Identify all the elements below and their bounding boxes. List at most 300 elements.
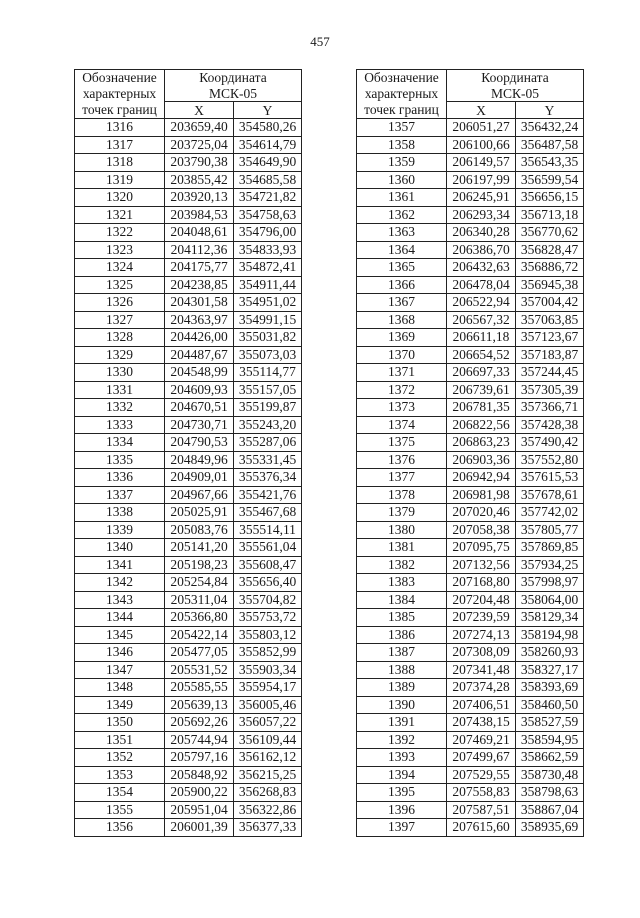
designation-header-line-3: точек границ bbox=[82, 102, 157, 117]
point-id-cell: 1322 bbox=[75, 224, 165, 242]
x-coordinate-cell: 204967,66 bbox=[165, 486, 234, 504]
x-coordinate-cell: 204048,61 bbox=[165, 224, 234, 242]
point-id-cell: 1329 bbox=[75, 346, 165, 364]
x-coordinate-cell: 207168,80 bbox=[447, 574, 516, 592]
x-coordinate-cell: 206100,66 bbox=[447, 136, 516, 154]
point-id-cell: 1375 bbox=[357, 434, 447, 452]
y-coordinate-cell: 355421,76 bbox=[234, 486, 302, 504]
x-coordinate-cell: 207499,67 bbox=[447, 749, 516, 767]
point-id-cell: 1360 bbox=[357, 171, 447, 189]
point-id-cell: 1376 bbox=[357, 451, 447, 469]
x-coordinate-cell: 205141,20 bbox=[165, 539, 234, 557]
x-coordinate-cell: 205083,76 bbox=[165, 521, 234, 539]
y-coordinate-cell: 357366,71 bbox=[516, 399, 584, 417]
table-row bbox=[357, 294, 584, 312]
point-id-cell: 1330 bbox=[75, 364, 165, 382]
y-coordinate-cell: 356268,83 bbox=[234, 784, 302, 802]
designation-header-line-1: Обозначение bbox=[364, 70, 439, 85]
y-coordinate-cell: 355704,82 bbox=[234, 591, 302, 609]
y-coordinate-cell: 356543,35 bbox=[516, 154, 584, 172]
point-id-cell: 1389 bbox=[357, 679, 447, 697]
table-row bbox=[357, 381, 584, 399]
x-coordinate-cell: 204301,58 bbox=[165, 294, 234, 312]
y-coordinate-cell: 358194,98 bbox=[516, 626, 584, 644]
y-coordinate-cell: 355656,40 bbox=[234, 574, 302, 592]
table-row bbox=[75, 416, 302, 434]
y-coordinate-cell: 355331,45 bbox=[234, 451, 302, 469]
table-row bbox=[75, 521, 302, 539]
x-coordinate-cell: 207341,48 bbox=[447, 661, 516, 679]
x-coordinate-cell: 204548,99 bbox=[165, 364, 234, 382]
point-id-cell: 1366 bbox=[357, 276, 447, 294]
x-coordinate-cell: 206981,98 bbox=[447, 486, 516, 504]
point-id-cell: 1348 bbox=[75, 679, 165, 697]
x-coordinate-cell: 206051,27 bbox=[447, 119, 516, 137]
y-coordinate-cell: 357490,42 bbox=[516, 434, 584, 452]
table-row bbox=[75, 749, 302, 767]
table-row bbox=[75, 346, 302, 364]
table-row bbox=[75, 451, 302, 469]
point-id-cell: 1350 bbox=[75, 714, 165, 732]
point-id-cell: 1390 bbox=[357, 696, 447, 714]
table-row bbox=[75, 276, 302, 294]
point-id-cell: 1391 bbox=[357, 714, 447, 732]
y-coordinate-cell: 357998,97 bbox=[516, 574, 584, 592]
designation-header bbox=[75, 70, 165, 119]
y-coordinate-cell: 354580,26 bbox=[234, 119, 302, 137]
x-coordinate-cell: 207438,15 bbox=[447, 714, 516, 732]
point-id-cell: 1385 bbox=[357, 609, 447, 627]
point-id-cell: 1323 bbox=[75, 241, 165, 259]
y-coordinate-cell: 356487,58 bbox=[516, 136, 584, 154]
y-coordinate-cell: 358662,59 bbox=[516, 749, 584, 767]
y-coordinate-cell: 357183,87 bbox=[516, 346, 584, 364]
x-coordinate-cell: 206432,63 bbox=[447, 259, 516, 277]
x-coordinate-cell: 206386,70 bbox=[447, 241, 516, 259]
designation-header-line-1: Обозначение bbox=[82, 70, 157, 85]
table-row bbox=[75, 626, 302, 644]
point-id-cell: 1335 bbox=[75, 451, 165, 469]
designation-header-line-2: характерных bbox=[82, 86, 157, 101]
x-coordinate-cell: 207374,28 bbox=[447, 679, 516, 697]
table-row bbox=[75, 224, 302, 242]
y-coordinate-cell: 357063,85 bbox=[516, 311, 584, 329]
designation-header bbox=[357, 70, 447, 119]
x-coordinate-cell: 204670,51 bbox=[165, 399, 234, 417]
y-coordinate-cell: 355803,12 bbox=[234, 626, 302, 644]
x-coordinate-cell: 206522,94 bbox=[447, 294, 516, 312]
y-coordinate-cell: 355031,82 bbox=[234, 329, 302, 347]
x-coordinate-cell: 203790,38 bbox=[165, 154, 234, 172]
table-row bbox=[357, 189, 584, 207]
x-coordinate-cell: 205311,04 bbox=[165, 591, 234, 609]
x-coordinate-cell: 205744,94 bbox=[165, 731, 234, 749]
table-row bbox=[75, 241, 302, 259]
table-row bbox=[357, 119, 584, 137]
x-coordinate-cell: 206739,61 bbox=[447, 381, 516, 399]
point-id-cell: 1355 bbox=[75, 801, 165, 819]
y-coordinate-cell: 356599,54 bbox=[516, 171, 584, 189]
point-id-cell: 1340 bbox=[75, 539, 165, 557]
point-id-cell: 1331 bbox=[75, 381, 165, 399]
table-row bbox=[357, 714, 584, 732]
x-coordinate-cell: 204238,85 bbox=[165, 276, 234, 294]
y-coordinate-cell: 356322,86 bbox=[234, 801, 302, 819]
point-id-cell: 1363 bbox=[357, 224, 447, 242]
y-coordinate-cell: 356770,62 bbox=[516, 224, 584, 242]
point-id-cell: 1327 bbox=[75, 311, 165, 329]
y-coordinate-cell: 355954,17 bbox=[234, 679, 302, 697]
table-row bbox=[357, 224, 584, 242]
y-coordinate-cell: 354614,79 bbox=[234, 136, 302, 154]
x-coordinate-cell: 206340,28 bbox=[447, 224, 516, 242]
table-row bbox=[75, 381, 302, 399]
table-row bbox=[75, 294, 302, 312]
coordinate-header: Координата bbox=[165, 70, 302, 86]
x-coordinate-cell: 204426,00 bbox=[165, 329, 234, 347]
point-id-cell: 1365 bbox=[357, 259, 447, 277]
x-coordinate-cell: 205025,91 bbox=[165, 504, 234, 522]
x-coordinate-cell: 206149,57 bbox=[447, 154, 516, 172]
point-id-cell: 1396 bbox=[357, 801, 447, 819]
x-coordinate-cell: 204849,96 bbox=[165, 451, 234, 469]
table-row bbox=[75, 784, 302, 802]
point-id-cell: 1382 bbox=[357, 556, 447, 574]
table-row bbox=[357, 819, 584, 837]
point-id-cell: 1392 bbox=[357, 731, 447, 749]
point-id-cell: 1337 bbox=[75, 486, 165, 504]
point-id-cell: 1347 bbox=[75, 661, 165, 679]
table-row bbox=[75, 206, 302, 224]
point-id-cell: 1342 bbox=[75, 574, 165, 592]
table-row bbox=[357, 784, 584, 802]
point-id-cell: 1318 bbox=[75, 154, 165, 172]
point-id-cell: 1332 bbox=[75, 399, 165, 417]
table-row bbox=[75, 574, 302, 592]
y-coordinate-cell: 355608,47 bbox=[234, 556, 302, 574]
coordinate-system-header: МСК-05 bbox=[165, 86, 302, 102]
table-row bbox=[357, 329, 584, 347]
x-coordinate-cell: 206197,99 bbox=[447, 171, 516, 189]
page-number: 457 bbox=[310, 34, 330, 49]
y-coordinate-cell: 354796,00 bbox=[234, 224, 302, 242]
table-row bbox=[357, 801, 584, 819]
x-coordinate-cell: 204363,97 bbox=[165, 311, 234, 329]
table-row bbox=[75, 556, 302, 574]
y-coordinate-cell: 358594,95 bbox=[516, 731, 584, 749]
x-coordinate-cell: 205848,92 bbox=[165, 766, 234, 784]
x-coordinate-cell: 204487,67 bbox=[165, 346, 234, 364]
x-coordinate-cell: 207587,51 bbox=[447, 801, 516, 819]
y-coordinate-cell: 356886,72 bbox=[516, 259, 584, 277]
y-coordinate-cell: 355287,06 bbox=[234, 434, 302, 452]
x-coordinate-cell: 207132,56 bbox=[447, 556, 516, 574]
point-id-cell: 1353 bbox=[75, 766, 165, 784]
y-coordinate-cell: 356162,12 bbox=[234, 749, 302, 767]
point-id-cell: 1377 bbox=[357, 469, 447, 487]
y-coordinate-cell: 356215,25 bbox=[234, 766, 302, 784]
y-coordinate-cell: 355114,77 bbox=[234, 364, 302, 382]
y-coordinate-cell: 358129,34 bbox=[516, 609, 584, 627]
y-coordinate-cell: 356432,24 bbox=[516, 119, 584, 137]
y-coordinate-cell: 358260,93 bbox=[516, 644, 584, 662]
y-coordinate-cell: 357123,67 bbox=[516, 329, 584, 347]
y-coordinate-cell: 358798,63 bbox=[516, 784, 584, 802]
x-coordinate-cell: 207239,59 bbox=[447, 609, 516, 627]
table-row bbox=[75, 819, 302, 837]
x-coordinate-cell: 205254,84 bbox=[165, 574, 234, 592]
point-id-cell: 1371 bbox=[357, 364, 447, 382]
table-row bbox=[357, 626, 584, 644]
table-row bbox=[357, 749, 584, 767]
table-row bbox=[357, 521, 584, 539]
point-id-cell: 1320 bbox=[75, 189, 165, 207]
point-id-cell: 1346 bbox=[75, 644, 165, 662]
x-coordinate-cell: 206001,39 bbox=[165, 819, 234, 837]
y-coordinate-cell: 355467,68 bbox=[234, 504, 302, 522]
point-id-cell: 1324 bbox=[75, 259, 165, 277]
table-row bbox=[75, 644, 302, 662]
x-coordinate-cell: 203920,13 bbox=[165, 189, 234, 207]
x-header: X bbox=[447, 102, 516, 119]
designation-header-line-2: характерных bbox=[364, 86, 439, 101]
table-row bbox=[357, 609, 584, 627]
x-coordinate-cell: 204609,93 bbox=[165, 381, 234, 399]
y-coordinate-cell: 357615,53 bbox=[516, 469, 584, 487]
x-coordinate-cell: 207058,38 bbox=[447, 521, 516, 539]
table-row bbox=[357, 346, 584, 364]
point-id-cell: 1343 bbox=[75, 591, 165, 609]
coordinate-system-header: МСК-05 bbox=[447, 86, 584, 102]
y-coordinate-cell: 358730,48 bbox=[516, 766, 584, 784]
point-id-cell: 1393 bbox=[357, 749, 447, 767]
point-id-cell: 1358 bbox=[357, 136, 447, 154]
x-coordinate-cell: 205531,52 bbox=[165, 661, 234, 679]
x-coordinate-cell: 205900,22 bbox=[165, 784, 234, 802]
point-id-cell: 1359 bbox=[357, 154, 447, 172]
x-coordinate-cell: 206567,32 bbox=[447, 311, 516, 329]
x-coordinate-cell: 205585,55 bbox=[165, 679, 234, 697]
x-coordinate-cell: 205692,26 bbox=[165, 714, 234, 732]
table-row bbox=[357, 591, 584, 609]
point-id-cell: 1383 bbox=[357, 574, 447, 592]
y-coordinate-cell: 355903,34 bbox=[234, 661, 302, 679]
y-coordinate-cell: 355753,72 bbox=[234, 609, 302, 627]
x-coordinate-cell: 203659,40 bbox=[165, 119, 234, 137]
table-row bbox=[357, 679, 584, 697]
table-row bbox=[75, 119, 302, 137]
table-row bbox=[357, 434, 584, 452]
x-coordinate-cell: 204112,36 bbox=[165, 241, 234, 259]
point-id-cell: 1386 bbox=[357, 626, 447, 644]
table-row bbox=[357, 644, 584, 662]
y-coordinate-cell: 355199,87 bbox=[234, 399, 302, 417]
table-row bbox=[75, 731, 302, 749]
table-row bbox=[357, 451, 584, 469]
x-coordinate-cell: 204175,77 bbox=[165, 259, 234, 277]
y-coordinate-cell: 354758,63 bbox=[234, 206, 302, 224]
table-row bbox=[357, 171, 584, 189]
x-coordinate-cell: 207020,46 bbox=[447, 504, 516, 522]
point-id-cell: 1334 bbox=[75, 434, 165, 452]
table-row bbox=[75, 399, 302, 417]
table-row bbox=[357, 731, 584, 749]
y-coordinate-cell: 354649,90 bbox=[234, 154, 302, 172]
y-coordinate-cell: 357805,77 bbox=[516, 521, 584, 539]
point-id-cell: 1345 bbox=[75, 626, 165, 644]
point-id-cell: 1338 bbox=[75, 504, 165, 522]
point-id-cell: 1326 bbox=[75, 294, 165, 312]
y-coordinate-cell: 354833,93 bbox=[234, 241, 302, 259]
table-row bbox=[357, 154, 584, 172]
point-id-cell: 1356 bbox=[75, 819, 165, 837]
y-coordinate-cell: 354951,02 bbox=[234, 294, 302, 312]
x-coordinate-cell: 205951,04 bbox=[165, 801, 234, 819]
x-coordinate-cell: 206654,52 bbox=[447, 346, 516, 364]
x-coordinate-cell: 207615,60 bbox=[447, 819, 516, 837]
table-row bbox=[357, 416, 584, 434]
x-coordinate-cell: 203984,53 bbox=[165, 206, 234, 224]
point-id-cell: 1394 bbox=[357, 766, 447, 784]
x-coordinate-cell: 204909,01 bbox=[165, 469, 234, 487]
point-id-cell: 1370 bbox=[357, 346, 447, 364]
y-coordinate-cell: 357428,38 bbox=[516, 416, 584, 434]
y-coordinate-cell: 358393,69 bbox=[516, 679, 584, 697]
y-header: Y bbox=[234, 102, 302, 119]
table-row bbox=[75, 136, 302, 154]
table-row bbox=[75, 154, 302, 172]
x-coordinate-cell: 205366,80 bbox=[165, 609, 234, 627]
y-coordinate-cell: 356057,22 bbox=[234, 714, 302, 732]
table-row bbox=[357, 574, 584, 592]
point-id-cell: 1357 bbox=[357, 119, 447, 137]
point-id-cell: 1372 bbox=[357, 381, 447, 399]
table-body bbox=[75, 70, 302, 837]
table-row bbox=[357, 399, 584, 417]
point-id-cell: 1361 bbox=[357, 189, 447, 207]
table-row bbox=[357, 504, 584, 522]
coordinates-table-left bbox=[74, 69, 302, 837]
table-body bbox=[357, 70, 584, 837]
point-id-cell: 1378 bbox=[357, 486, 447, 504]
x-coordinate-cell: 207204,48 bbox=[447, 591, 516, 609]
x-coordinate-cell: 206245,91 bbox=[447, 189, 516, 207]
x-coordinate-cell: 206942,94 bbox=[447, 469, 516, 487]
y-coordinate-cell: 358935,69 bbox=[516, 819, 584, 837]
table-row bbox=[75, 486, 302, 504]
point-id-cell: 1352 bbox=[75, 749, 165, 767]
point-id-cell: 1388 bbox=[357, 661, 447, 679]
y-coordinate-cell: 354911,44 bbox=[234, 276, 302, 294]
x-coordinate-cell: 206781,35 bbox=[447, 399, 516, 417]
y-coordinate-cell: 358327,17 bbox=[516, 661, 584, 679]
table-row bbox=[75, 591, 302, 609]
x-coordinate-cell: 205639,13 bbox=[165, 696, 234, 714]
table-row bbox=[357, 364, 584, 382]
table-row bbox=[75, 766, 302, 784]
y-coordinate-cell: 357934,25 bbox=[516, 556, 584, 574]
table-row bbox=[357, 766, 584, 784]
table-row bbox=[357, 206, 584, 224]
x-coordinate-cell: 207274,13 bbox=[447, 626, 516, 644]
table-row bbox=[357, 556, 584, 574]
y-coordinate-cell: 357678,61 bbox=[516, 486, 584, 504]
y-coordinate-cell: 355243,20 bbox=[234, 416, 302, 434]
table-row bbox=[357, 469, 584, 487]
table-row bbox=[75, 504, 302, 522]
point-id-cell: 1319 bbox=[75, 171, 165, 189]
x-coordinate-cell: 205797,16 bbox=[165, 749, 234, 767]
y-coordinate-cell: 356945,38 bbox=[516, 276, 584, 294]
point-id-cell: 1395 bbox=[357, 784, 447, 802]
point-id-cell: 1387 bbox=[357, 644, 447, 662]
coordinate-header: Координата bbox=[447, 70, 584, 86]
y-coordinate-cell: 357869,85 bbox=[516, 539, 584, 557]
table-row bbox=[75, 801, 302, 819]
table-row bbox=[75, 329, 302, 347]
table-row bbox=[75, 259, 302, 277]
point-id-cell: 1339 bbox=[75, 521, 165, 539]
table-row bbox=[75, 171, 302, 189]
y-coordinate-cell: 357552,80 bbox=[516, 451, 584, 469]
point-id-cell: 1367 bbox=[357, 294, 447, 312]
x-coordinate-cell: 206903,36 bbox=[447, 451, 516, 469]
y-coordinate-cell: 356828,47 bbox=[516, 241, 584, 259]
x-coordinate-cell: 207558,83 bbox=[447, 784, 516, 802]
y-coordinate-cell: 357004,42 bbox=[516, 294, 584, 312]
point-id-cell: 1344 bbox=[75, 609, 165, 627]
x-coordinate-cell: 207529,55 bbox=[447, 766, 516, 784]
table-row bbox=[75, 364, 302, 382]
table-row bbox=[75, 311, 302, 329]
point-id-cell: 1316 bbox=[75, 119, 165, 137]
table-row bbox=[357, 696, 584, 714]
y-coordinate-cell: 358460,50 bbox=[516, 696, 584, 714]
x-header: X bbox=[165, 102, 234, 119]
point-id-cell: 1369 bbox=[357, 329, 447, 347]
y-coordinate-cell: 355376,34 bbox=[234, 469, 302, 487]
designation-header-line-3: точек границ bbox=[364, 102, 439, 117]
point-id-cell: 1351 bbox=[75, 731, 165, 749]
table-row bbox=[75, 434, 302, 452]
x-coordinate-cell: 205422,14 bbox=[165, 626, 234, 644]
point-id-cell: 1336 bbox=[75, 469, 165, 487]
y-coordinate-cell: 356713,18 bbox=[516, 206, 584, 224]
table-row bbox=[357, 136, 584, 154]
point-id-cell: 1317 bbox=[75, 136, 165, 154]
y-coordinate-cell: 354872,41 bbox=[234, 259, 302, 277]
y-coordinate-cell: 355073,03 bbox=[234, 346, 302, 364]
point-id-cell: 1325 bbox=[75, 276, 165, 294]
table-row bbox=[357, 259, 584, 277]
y-coordinate-cell: 354685,58 bbox=[234, 171, 302, 189]
table-row bbox=[357, 486, 584, 504]
x-coordinate-cell: 207469,21 bbox=[447, 731, 516, 749]
table-row bbox=[75, 189, 302, 207]
table-row bbox=[75, 679, 302, 697]
x-coordinate-cell: 206293,34 bbox=[447, 206, 516, 224]
table-row bbox=[357, 539, 584, 557]
point-id-cell: 1333 bbox=[75, 416, 165, 434]
x-coordinate-cell: 205477,05 bbox=[165, 644, 234, 662]
point-id-cell: 1379 bbox=[357, 504, 447, 522]
x-coordinate-cell: 206697,33 bbox=[447, 364, 516, 382]
y-coordinate-cell: 356656,15 bbox=[516, 189, 584, 207]
x-coordinate-cell: 204790,53 bbox=[165, 434, 234, 452]
y-coordinate-cell: 355157,05 bbox=[234, 381, 302, 399]
x-coordinate-cell: 203725,04 bbox=[165, 136, 234, 154]
table-row bbox=[357, 241, 584, 259]
